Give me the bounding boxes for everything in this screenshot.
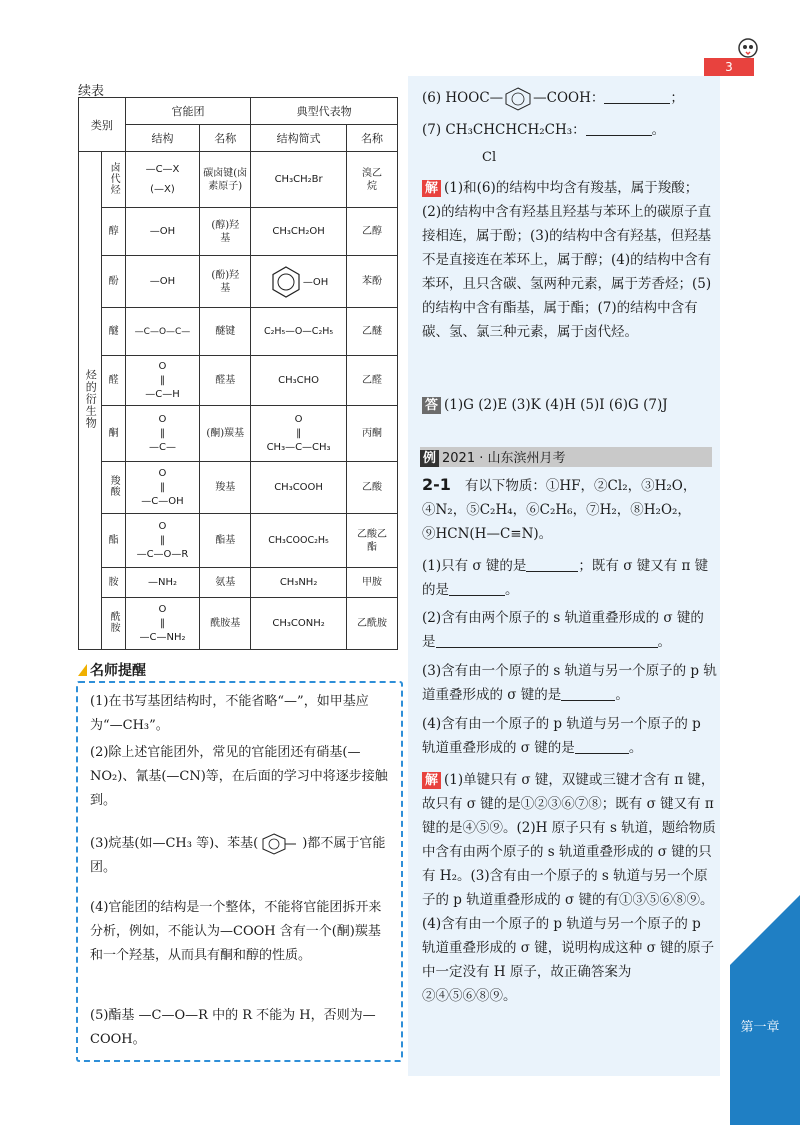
solution-tag: 解 [422,180,441,197]
example-source: 2021 · 山东滨州月考 [442,451,566,466]
tip-item-3-tail: )都不属于官能团。 [90,836,386,875]
example-tag: 例 [420,450,439,467]
chapter-label: 第一章 [740,1020,780,1035]
answer-blank [575,737,629,754]
rep-name-cell: 乙酰胺 [346,598,397,650]
answer-tag: 答 [422,397,441,414]
tip-item-1: (1)在书写基团结构时，不能省略“—”，如甲基应为“—CH₃”。 [90,694,369,733]
category-cell: 酰胺 [108,611,120,633]
sub-question-2: (2)含有由两个原子的 s 轨道重叠形成的 σ 键的是 。 [422,610,704,650]
table-continuation-title: 续表 [78,84,105,99]
structure-cell: —C—NH₂ [139,631,186,643]
group-label: 烃的衍生物 [84,369,98,429]
solution-2 [422,768,717,1008]
rep-name-cell: 丙酮 [346,406,397,462]
formula-cell: —OH [302,276,329,288]
formula-cell: CH₃CHO [251,356,347,406]
answer-1 [422,393,717,417]
rep-name-cell: 乙酸 [346,462,397,514]
q6-prefix: (6) HOOC— [422,90,504,106]
answer-blank [586,119,652,136]
category-cell: 胺 [102,568,125,598]
answer-1-text: (1)G (2)E (3)K (4)H (5)I (6)G (7)J [444,397,668,413]
chapter-corner-tab [730,895,800,1125]
category-cell: 羧酸 [108,475,120,497]
owl-mascot-icon [736,36,760,60]
answer-blank [561,684,615,701]
structure-cell: —C— [149,441,176,453]
category-cell: 醚 [102,308,125,356]
tip-item-5: (5)酯基 —C—O—R 中的 R 不能为 H，否则为—COOH。 [90,1008,376,1047]
formula-cell: CH₃CONH₂ [251,598,347,650]
tip-item-3-text: (3)烷基(如—CH₃ 等)、苯基( [90,836,259,851]
tips-triangle-icon [78,664,87,676]
group-name-cell: (酚)羟基 [200,256,251,308]
answer-blank [604,87,670,104]
structure-cell: —C—X (—X) [125,152,199,208]
problem-text: 有以下物质：①HF，②Cl₂，③H₂O，④N₂，⑤C₂H₄，⑥C₂H₆，⑦H₂，⑧H₂O₂，⑨HCN(H—C≡N)。 [422,478,697,542]
formula-cell: CH₃NH₂ [251,568,347,598]
example-bar [420,447,712,467]
rep-name-cell: 溴乙烷 [346,152,397,208]
structure-cell: —OH [125,208,199,256]
group-name-cell: 醛基 [200,356,251,406]
category-cell: 醇 [102,208,125,256]
answer-blank [449,579,505,596]
p3-text: (3)含有由一个原子的 s 轨道与另一个原子的 p 轨道重叠形成的 σ 键的是 [422,663,717,703]
group-name-cell: (酮)羰基 [200,406,251,462]
group-name-cell: 氨基 [200,568,251,598]
category-cell: 酯 [102,514,125,568]
answer-blank [526,555,578,572]
group-name-cell: (醇)羟基 [200,208,251,256]
page-number: 3 [704,58,754,76]
category-cell: 酮 [102,406,125,462]
p4-text: (4)含有由一个原子的 p 轨道与另一个原子的 p 轨道重叠形成的 σ 键的是 [422,716,701,756]
p2-text: (2)含有由两个原子的 s 轨道重叠形成的 σ 键的是 [422,610,704,650]
solution-1 [422,176,717,344]
solution-2-text: (1)单键只有 σ 键，双键或三键才含有 π 键，故只有 σ 键的是①②③⑥⑦⑧；既有 σ 键又有 π 键的是④⑤⑨。(2)H 原子只有 s 轨道，题给物质中含有由两个原子的 s 轨道重叠形成的 σ 键的只有 H₂。(3)含有由一个原子的 s 轨道与另一个原子的 p 轨道重叠形成的 σ 键的有①③⑤⑥⑧⑨。(4)含有由一个原子的 p 轨道与另一个原子的 p 轨道重叠形成的 σ 键，说明构成这种 σ 键的原子中一定没有 H 原子，故正确答案为②④⑤⑥⑧⑨。 [422,772,716,1004]
q7-chlorine: Cl [482,150,497,165]
rep-name-cell: 乙醛 [346,356,397,406]
tip-item-3 [90,832,392,880]
category-cell: 醛 [102,356,125,406]
formula-cell: CH₃CH₂OH [251,208,347,256]
answer-blank [436,631,658,648]
category-cell: 酚 [102,256,125,308]
header-typical-representative: 典型代表物 [251,98,398,125]
benzene-ring-icon [503,87,533,111]
group-name-cell: 碳卤键(卤素原子) [200,152,251,208]
category-cell: 卤代烃 [108,161,120,195]
sub-question-1: (1)只有 σ 键的是 ；既有 σ 键又有 π 键的是 。 [422,554,717,602]
structure-cell: —OH [125,256,199,308]
rep-name-cell: 苯酚 [346,256,397,308]
structure-cell: —C—H [145,388,180,400]
question-6: (6) HOOC— —COOH： ； [422,86,717,111]
p1-text: (1)只有 σ 键的是 [422,558,527,574]
structure-cell: —C—OH [141,495,184,507]
structure-cell: —C—O—R [136,548,189,560]
header-name2: 名称 [346,125,397,152]
rep-name-cell: 乙醚 [346,308,397,356]
formula-cell: CH₃COOH [251,462,347,514]
structure-cell: —NH₂ [125,568,199,598]
tips-title [78,660,146,680]
problem-2-1 [422,473,717,546]
phenyl-icon [258,833,302,855]
formula-cell: CH₃—C—CH₃ [266,441,331,453]
question-7: (7) CH₃CHCHCH₂CH₃： 。 [422,118,717,142]
header-structure: 结构 [125,125,199,152]
tip-item-4: (4)官能团的结构是一个整体，不能将官能团拆开来分析，例如，不能认为—COOH 含有一个(酮)羰基和一个羟基，从而具有酮和醇的性质。 [90,900,382,963]
group-name-cell: 羧基 [200,462,251,514]
rep-name-cell: 乙酸乙酯 [346,514,397,568]
q7-formula: (7) CH₃CHCHCH₂CH₃： [422,122,586,138]
tips-title-text: 名师提醒 [90,663,146,679]
benzene-ring-icon [269,265,303,299]
rep-name-cell: 乙醇 [346,208,397,256]
problem-number: 2-1 [422,475,451,494]
group-name-cell: 酰胺基 [200,598,251,650]
q6-tail: —COOH： [533,90,605,106]
group-name-cell: 醚键 [200,308,251,356]
p1b-text: ；既有 σ 键又有 π 键的是 [422,558,709,598]
group-name-cell: 酯基 [200,514,251,568]
header-name: 名称 [200,125,251,152]
sub-question-3: (3)含有由一个原子的 s 轨道与另一个原子的 p 轨道重叠形成的 σ 键的是 。 [422,663,717,703]
header-functional-group: 官能团 [125,98,250,125]
formula-cell: CH₃COOC₂H₅ [251,514,347,568]
sub-question-4: (4)含有由一个原子的 p 轨道与另一个原子的 p 轨道重叠形成的 σ 键的是 。 [422,716,701,756]
solution-1-text: (1)和(6)的结构中均含有羧基，属于羧酸；(2)的结构中含有羟基且羟基与苯环上的碳原子直接相连，属于酚；(3)的结构中含有羟基，但羟基不是直接连在苯环上，属于醇；(4)的结构中含有苯环，且只含碳、氢两种元素，属于芳香烃；(5)的结构中含有酯基，属于酯；(7)的结构中含有碳、氢、氯三种元素，属于卤代烃。 [422,180,712,340]
rep-name-cell: 甲胺 [346,568,397,598]
tip-item-2: (2)除上述官能团外，常见的官能团还有硝基(—NO₂)、氰基(—CN)等，在后面的学习中将逐步接触到。 [90,745,388,808]
functional-group-table: 类别 官能团 典型代表物 结构 名称 结构简式 名称 烃的衍生物 卤代烃 —C—X (—X) 碳卤键(卤素原子) CH₃CH₂Br 溴乙烷 醇 —OH (醇)羟基 CH₃CH₂OH 乙醇 酚 —OH (酚)羟基 —OH 苯酚 醚 —C—O—C— 醚键 C₂H₅—O—C₂H₅ 乙醚 醛 O ‖ —C—H 醛基 CH₃CHO 乙醛 酮 O ‖ —C— (酮)羰基 O ‖ CH₃—C—CH₃ 丙酮 羧酸 O ‖ —C—OH 羧基 CH₃COOH 乙酸 酯 O ‖ —C—O—R 酯基 CH₃COOC₂H₅ 乙酸乙酯 胺 —NH₂ 氨基 CH₃NH₂ 甲胺 酰胺 O ‖ —C—NH₂ 酰胺基 CH₃CONH₂ 乙酰胺 [78,97,398,650]
solution-tag: 解 [422,772,441,789]
header-structure-simple: 结构简式 [251,125,347,152]
formula-cell: CH₃CH₂Br [251,152,347,208]
header-category: 类别 [79,98,126,152]
structure-cell: —C—O—C— [125,308,199,356]
formula-cell: C₂H₅—O—C₂H₅ [251,308,347,356]
